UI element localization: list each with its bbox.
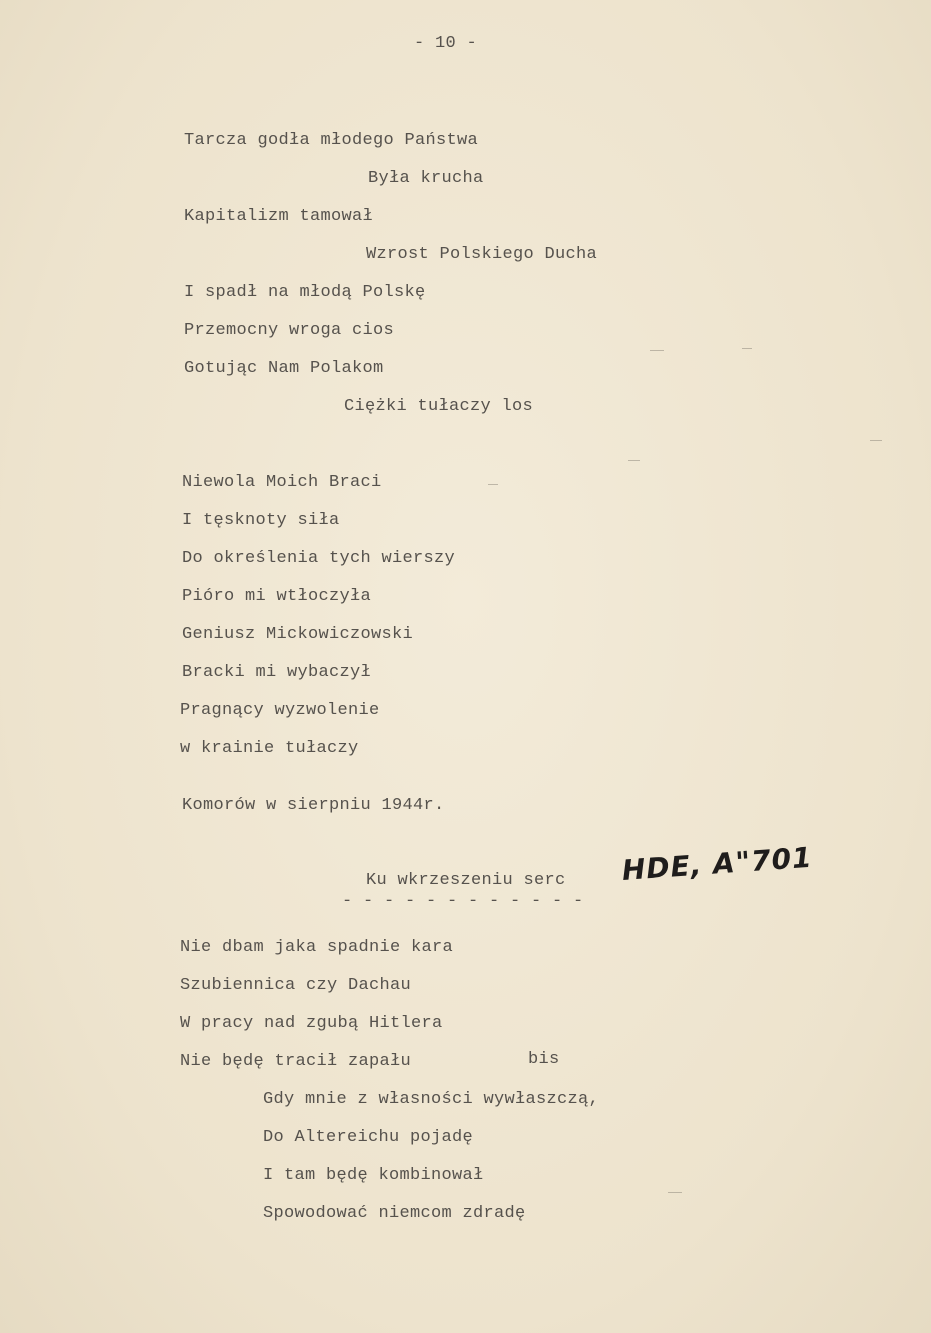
poem-line: Szubiennica czy Dachau [180, 976, 412, 995]
paper-speck [742, 348, 752, 349]
poem-line: W pracy nad zgubą Hitlera [180, 1014, 443, 1033]
poem-line: Tarcza godła młodego Państwa [184, 131, 479, 150]
poem-line: Do określenia tych wierszy [182, 549, 456, 568]
paper-speck [650, 350, 664, 351]
poem-line: Niewola Moich Braci [182, 473, 382, 492]
poem-line: Kapitalizm tamował [184, 207, 374, 226]
bis-mark: bis [528, 1050, 560, 1069]
poem-line: I tam będę kombinował [263, 1166, 484, 1185]
poem-line: Geniusz Mickowiczowski [182, 625, 414, 644]
poem-line: Przemocny wroga cios [184, 321, 395, 340]
paper-speck [628, 460, 640, 461]
poem-line: Była krucha [368, 169, 484, 188]
poem-line: I spadł na młodą Polskę [184, 283, 426, 302]
poem-line: Spowodować niemcom zdradę [263, 1204, 526, 1223]
poem-line: I tęsknoty siła [182, 511, 340, 530]
poem-line: Do Altereichu pojadę [263, 1128, 474, 1147]
poem-line: Ciężki tułaczy los [344, 397, 534, 416]
paper-speck [668, 1192, 682, 1193]
poem-line: Gdy mnie z własności wywłaszczą, [263, 1090, 600, 1109]
paper-speck [870, 440, 882, 441]
section-title: Ku wkrzeszeniu serc [366, 871, 566, 890]
title-underline: - - - - - - - - - - - - [342, 892, 584, 911]
poem-line: w krainie tułaczy [180, 739, 359, 758]
poem-line: Wzrost Polskiego Ducha [366, 245, 598, 264]
dateline: Komorów w sierpniu 1944r. [182, 796, 445, 815]
poem-line: Bracki mi wybaczył [182, 663, 372, 682]
poem-line: Gotując Nam Polakom [184, 359, 384, 378]
page-number: - 10 - [414, 34, 478, 53]
archive-stamp: HDE, A"701 [620, 840, 814, 887]
poem-line: Nie będę tracił zapału [180, 1052, 412, 1071]
poem-line: Pragnący wyzwolenie [180, 701, 380, 720]
paper-speck [488, 484, 498, 485]
poem-line: Nie dbam jaka spadnie kara [180, 938, 454, 957]
poem-line: Pióro mi wtłoczyła [182, 587, 372, 606]
